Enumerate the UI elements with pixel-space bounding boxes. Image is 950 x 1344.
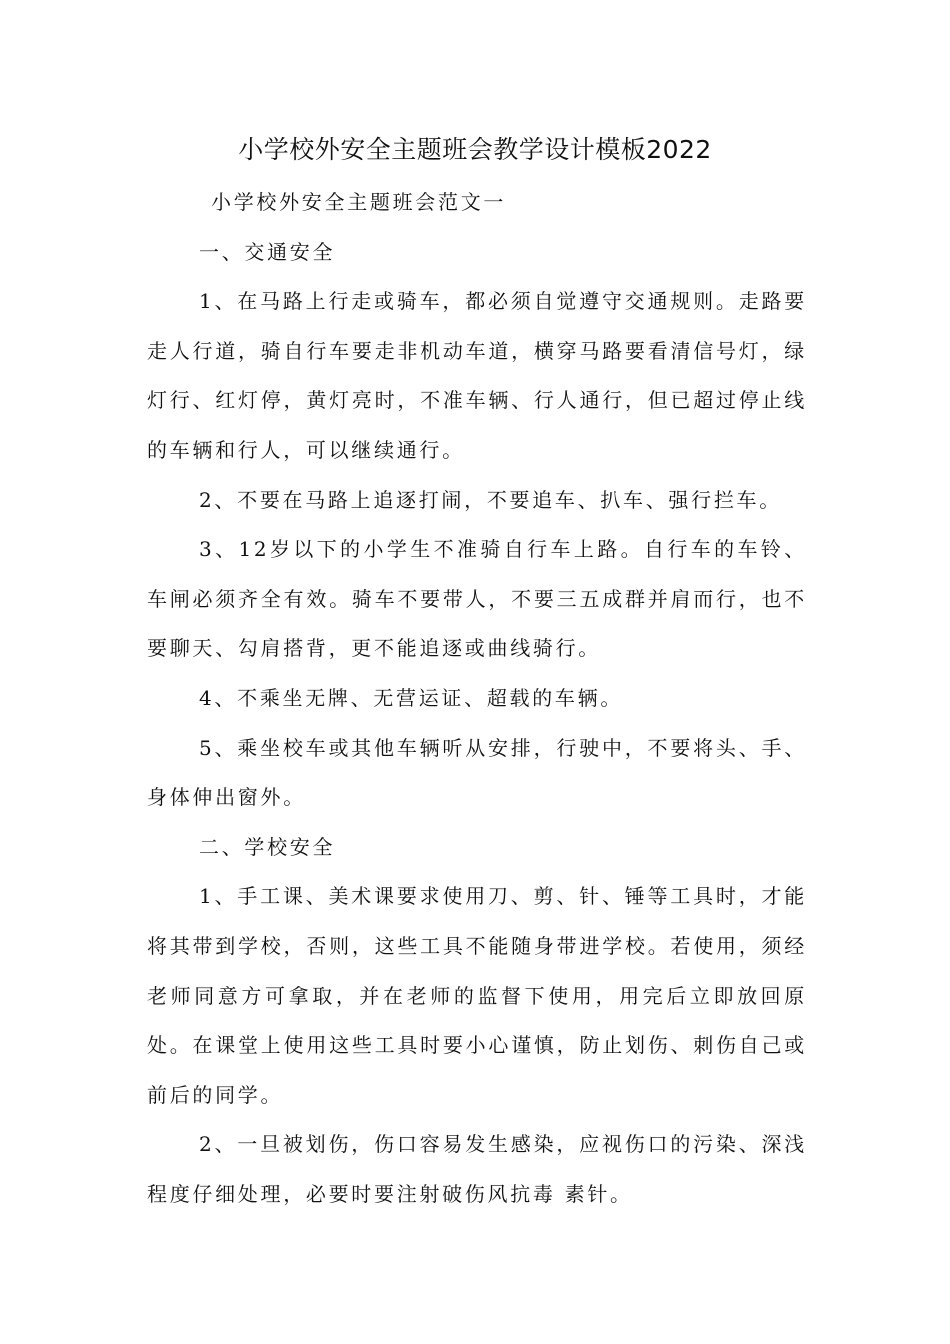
section-heading-traffic: 一、交通安全	[199, 239, 336, 264]
paragraph: 3、12岁以下的小学生不准骑自行车上路。自行车的车铃、车闸必须齐全有效。骑车不要带人，不要三五成群并肩而行，也不要聊天、勾肩搭背，更不能追逐或曲线骑行。	[147, 537, 807, 661]
paragraph: 1、手工课、美术课要求使用刀、剪、针、锤等工具时，才能将其带到学校，否则，这些工具不能随身带进学校。若使用，须经老师同意方可拿取，并在老师的监督下使用，用完后立即放回原处。在课堂上使用这些工具时要小心谨慎，防止划伤、刺伤自己或前后的同学。	[147, 884, 807, 1107]
paragraph: 4、不乘坐无牌、无营运证、超载的车辆。	[199, 685, 624, 710]
paragraph: 1、在马路上行走或骑车，都必须自觉遵守交通规则。走路要走人行道，骑自行车要走非机动车道，横穿马路要看清信号灯，绿灯行、红灯停，黄灯亮时，不准车辆、行人通行，但已超过停止线的车辆和行人，可以继续通行。	[147, 289, 807, 462]
paragraph: 2、不要在马路上追逐打闹，不要追车、扒车、强行拦车。	[199, 487, 782, 512]
paragraph: 2、一旦被划伤，伤口容易发生感染，应视伤口的污染、深浅程度仔细处理，必要时要注射破伤风抗毒 素针。	[147, 1132, 807, 1206]
document-subtitle: 小学校外安全主题班会范文一	[211, 190, 507, 214]
paragraph: 5、乘坐校车或其他车辆听从安排，行驶中，不要将头、手、身体伸出窗外。	[147, 735, 807, 810]
section-heading-school: 二、学校安全	[199, 834, 336, 859]
document-body	[147, 178, 807, 1219]
document-title: 小学校外安全主题班会教学设计模板2022	[238, 135, 712, 164]
